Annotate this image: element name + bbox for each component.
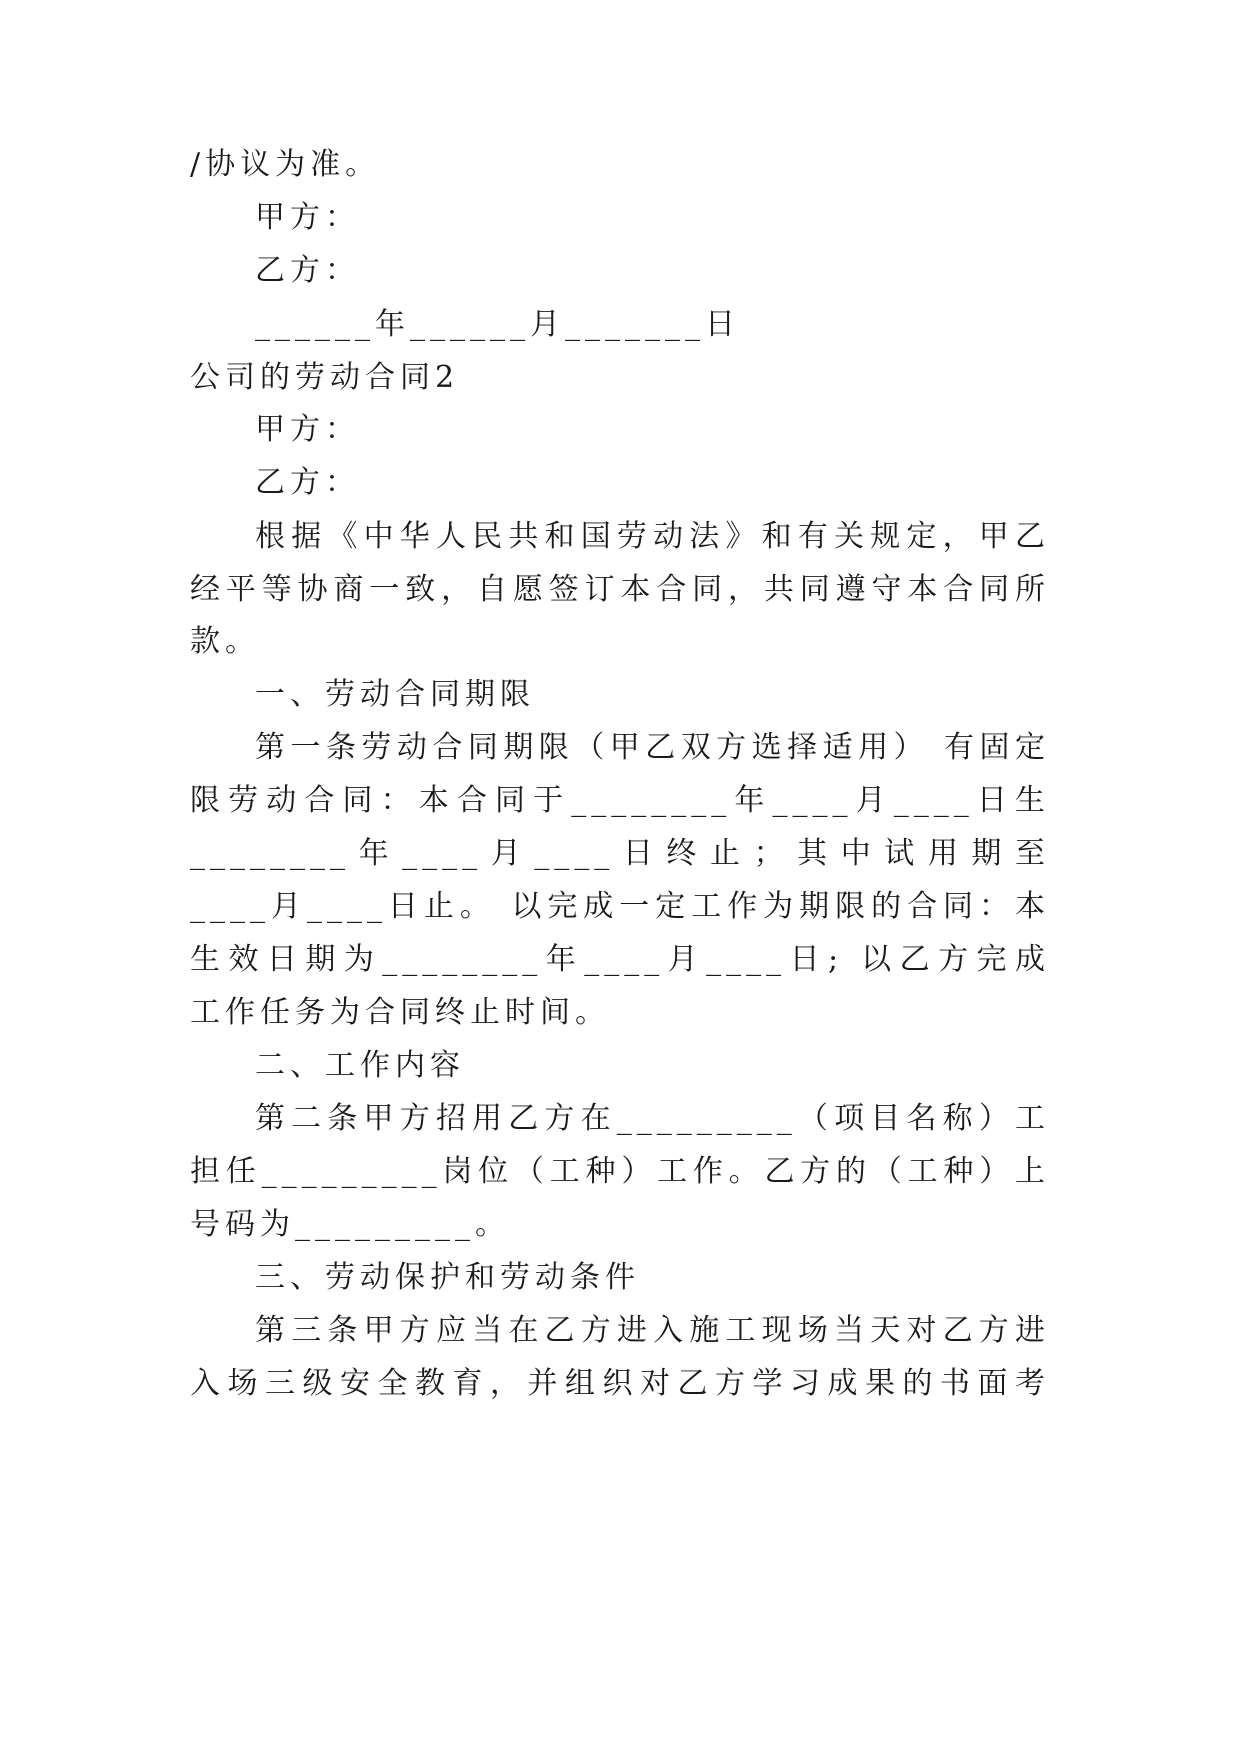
party-a-label: 甲方： (255, 412, 360, 447)
paragraph-line: 根据《中华人民共和国劳动法》和有关规定，甲乙 (255, 519, 1050, 554)
heading-work-content: 二、工作内容 (255, 1048, 465, 1083)
paragraph-line: ________年____月____日终止；其中试用期至 (190, 836, 1050, 871)
paragraph-line: 第三条甲方应当在乙方进入施工现场当天对乙方进 (255, 1313, 1050, 1348)
paragraph-line: 担任_________岗位（工种）工作。乙方的（工种）上 (190, 1154, 1050, 1189)
date-line: ______年______月_______日 (255, 307, 740, 342)
party-a-label: 甲方： (255, 200, 360, 235)
paragraph-line: 限劳动合同：本合同于________年____月____日生 (190, 783, 1050, 818)
paragraph-line: 第二条甲方招用乙方在_________（项目名称）工 (255, 1101, 1050, 1136)
paragraph-line: 号码为_________。 (190, 1207, 510, 1242)
paragraph-line-continuation: /协议为准。 (190, 147, 381, 182)
party-b-label: 乙方： (255, 253, 360, 288)
paragraph-line: 生效日期为________年____月____日; 以乙方完成 (190, 942, 1050, 977)
paragraph-line: 款。 (190, 624, 260, 659)
paragraph-line: 第一条劳动合同期限（甲乙双方选择适用） 有固定 (255, 730, 1050, 765)
party-b-label: 乙方： (255, 465, 360, 500)
paragraph-line: 经平等协商一致，自愿签订本合同，共同遵守本合同所 (190, 572, 1050, 607)
heading-labor-protection: 三、劳动保护和劳动条件 (255, 1260, 640, 1295)
section-title: 公司的劳动合同2 (190, 360, 460, 395)
paragraph-line: 工作任务为合同终止时间。 (190, 995, 610, 1030)
paragraph-line: ____月____日止。 以完成一定工作为期限的合同：本 (190, 889, 1050, 924)
heading-contract-term: 一、劳动合同期限 (255, 677, 535, 712)
paragraph-line: 入场三级安全教育，并组织对乙方学习成果的书面考 (190, 1366, 1050, 1401)
